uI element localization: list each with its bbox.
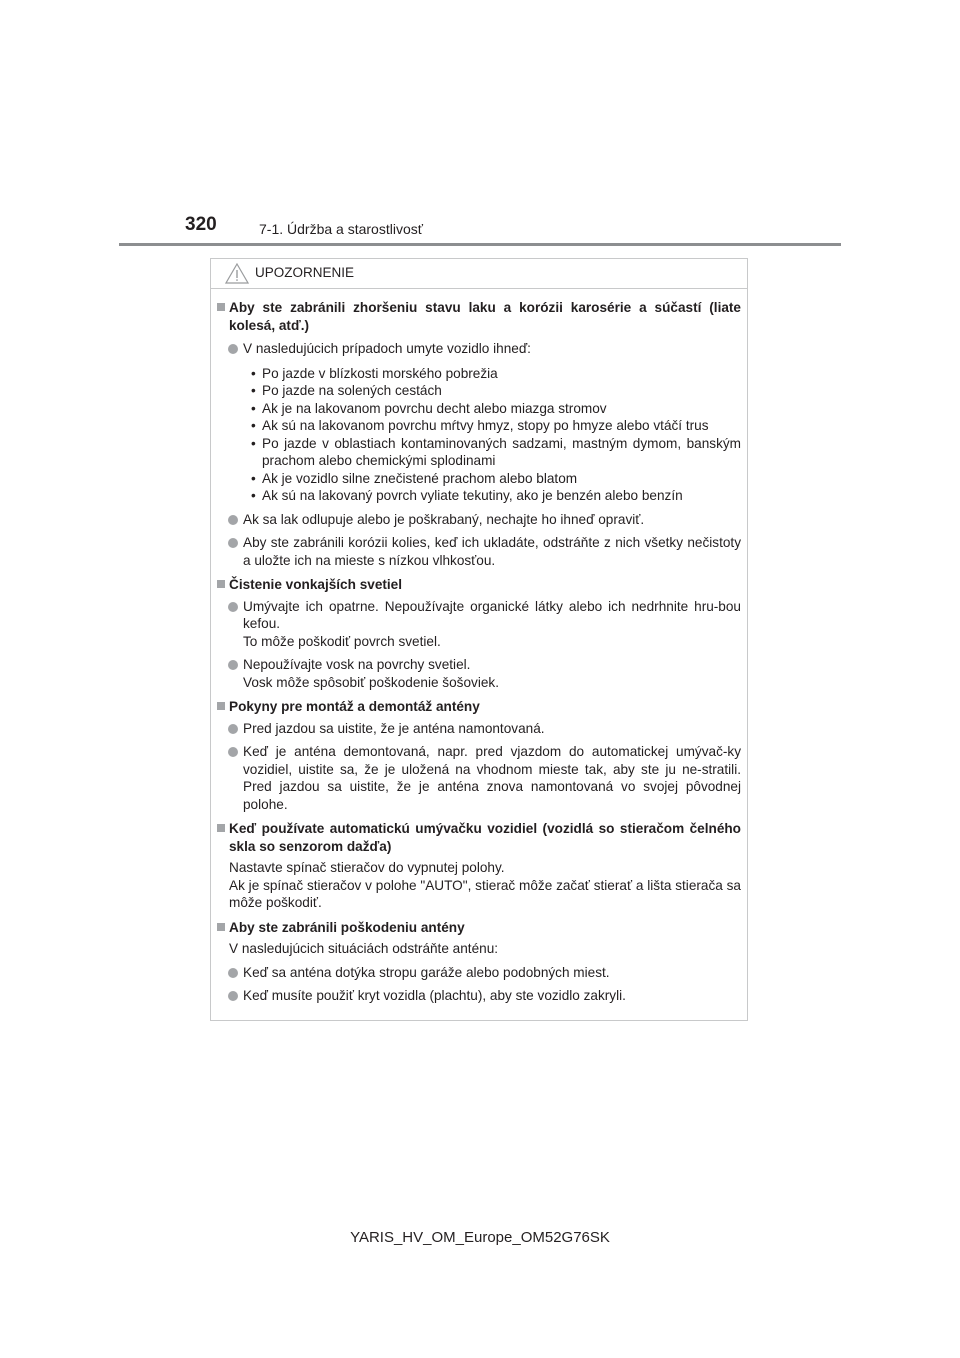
section-heading: Čistenie vonkajších svetiel <box>217 576 741 594</box>
sub-list-item: • Ak sú na lakovaný povrch vyliate tekutiny, ako je benzén alebo benzín <box>217 487 741 505</box>
section-title: 7-1. Údržba a starostlivosť <box>259 221 423 237</box>
paragraph: Ak je spínač stieračov v polohe "AUTO", stierač môže začať stierať a lišta stierača sa môže poškodiť. <box>229 877 741 910</box>
square-bullet-icon <box>217 303 225 311</box>
circle-bullet-icon <box>228 344 238 354</box>
list-item: Keď je anténa demontovaná, napr. pred vjazdom do automatickej umývač-ky vozidiel, uistite sa, že je uložená na vhodnom mieste tak, aby ste ju ne-stratili. Pred jazdou sa uistite, že je anténa znova namontovaná vo svojej pôvodnej polohe. <box>217 743 741 813</box>
square-bullet-icon <box>217 824 225 832</box>
square-bullet-icon <box>217 702 225 710</box>
list-item: Aby ste zabránili korózii kolies, keď ich ukladáte, odstráňte z nich všetky nečistoty a uložte ich na mieste s nízkou vlhkosťou. <box>217 534 741 569</box>
warning-triangle-icon <box>225 263 249 284</box>
circle-bullet-icon <box>228 968 238 978</box>
sub-list-item: • Po jazde v oblastiach kontaminovaných sadzami, mastným dymom, banským prachom alebo chemickými splodinami <box>217 435 741 470</box>
list-item: Ak sa lak odlupuje alebo je poškrabaný, nechajte ho ihneď opraviť. <box>217 511 741 529</box>
paragraph: Nastavte spínač stieračov do vypnutej polohy. <box>229 860 505 875</box>
section-heading: Aby ste zabránili poškodeniu antény <box>217 919 741 937</box>
warning-body <box>211 289 747 1005</box>
square-bullet-icon <box>217 923 225 931</box>
sub-list-item: • Ak je na lakovanom povrchu decht alebo miazga stromov <box>217 400 741 418</box>
list-item: Pred jazdou sa uistite, že je anténa namontovaná. <box>217 720 741 738</box>
document-id: YARIS_HV_OM_Europe_OM52G76SK <box>350 1229 610 1246</box>
circle-bullet-icon <box>228 747 238 757</box>
section-heading: Aby ste zabránili zhoršeniu stavu laku a korózii karosérie a súčastí (liate kolesá, atď.) <box>217 299 741 334</box>
sub-list-item: • Ak je vozidlo silne znečistené prachom alebo blatom <box>217 470 741 488</box>
sub-list-item: • Po jazde na solených cestách <box>217 382 741 400</box>
circle-bullet-icon <box>228 660 238 670</box>
sub-list-item: • Po jazde v blízkosti morského pobrežia <box>217 365 741 383</box>
section-heading: Keď používate automatickú umývačku vozidiel (vozidlá so stieračom čelného skla so senzorom dažďa) <box>217 820 741 855</box>
warning-header <box>211 259 747 289</box>
page-number: 320 <box>185 214 217 235</box>
list-item: V nasledujúcich prípadoch umyte vozidlo ihneď: <box>217 340 741 358</box>
circle-bullet-icon <box>228 724 238 734</box>
circle-bullet-icon <box>228 602 238 612</box>
section-heading: Pokyny pre montáž a demontáž antény <box>217 698 741 716</box>
circle-bullet-icon <box>228 538 238 548</box>
list-item: Keď musíte použiť kryt vozidla (plachtu), aby ste vozidlo zakryli. <box>217 987 741 1005</box>
list-item: Umývajte ich opatrne. Nepoužívajte organické látky alebo ich nedrhnite hru-bou kefou. To môže poškodiť povrch svetiel. <box>217 598 741 651</box>
circle-bullet-icon <box>228 515 238 525</box>
warning-box <box>210 258 748 1021</box>
list-item: Nepoužívajte vosk na povrchy svetiel. Vosk môže spôsobiť poškodenie šošoviek. <box>217 656 741 691</box>
sub-list <box>217 365 741 505</box>
list-item: Keď sa anténa dotýka stropu garáže alebo podobných miest. <box>217 964 741 982</box>
paragraph: V nasledujúcich situáciách odstráňte anténu: <box>229 941 499 956</box>
square-bullet-icon <box>217 580 225 588</box>
circle-bullet-icon <box>228 991 238 1001</box>
header-divider <box>119 243 841 246</box>
sub-list-item: • Ak sú na lakovanom povrchu mŕtvy hmyz, stopy po hmyze alebo vtáčí trus <box>217 417 741 435</box>
warning-label: UPOZORNENIE <box>255 265 355 280</box>
